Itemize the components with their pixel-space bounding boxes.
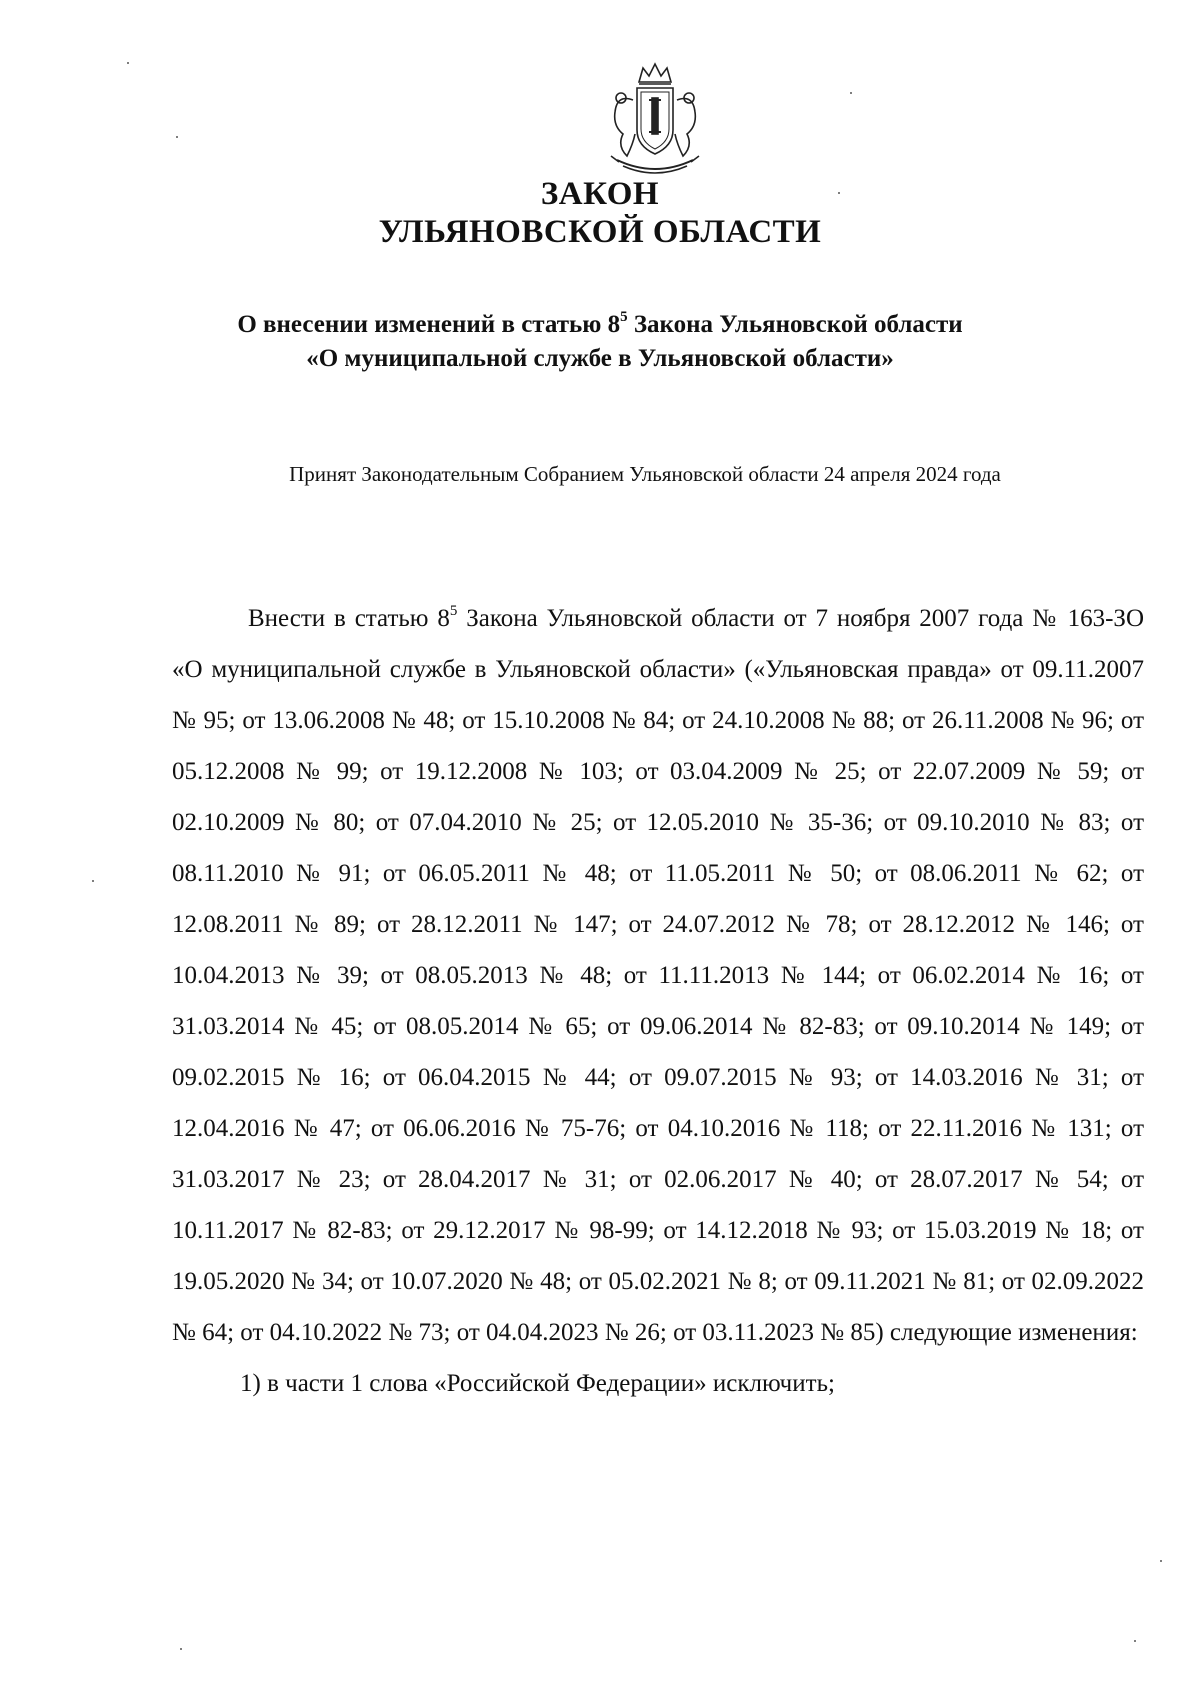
- law-subject-line2: «О муниципальной службе в Ульяновской области»: [306, 345, 894, 372]
- scan-speck: [838, 192, 840, 194]
- list-item: 1) в части 1 слова «Российской Федерации» исключить;: [240, 1370, 835, 1397]
- scan-speck: [180, 1648, 182, 1650]
- adoption-note: Принят Законодательным Собранием Ульяновской области 24 апреля 2024 года: [289, 462, 1001, 486]
- article-superscript: 5: [620, 309, 628, 325]
- article-superscript: 5: [449, 603, 458, 619]
- subject-text-cont: Закона Ульяновской области: [627, 311, 963, 338]
- scan-speck: [850, 92, 852, 94]
- scan-speck: [127, 62, 129, 64]
- law-subject-line1: [0, 309, 1200, 341]
- law-region: УЛЬЯНОВСКОЙ ОБЛАСТИ: [378, 214, 822, 250]
- body-paragraph: [172, 593, 1144, 1358]
- law-title: ЗАКОН: [540, 176, 660, 212]
- subject-text: О внесении изменений в статью 8: [237, 311, 621, 338]
- scan-speck: [1160, 1560, 1162, 1562]
- law-body: [172, 593, 1144, 1409]
- scan-speck: [1134, 1640, 1136, 1642]
- scan-speck: [92, 880, 94, 882]
- coat-of-arms-emblem-icon: [603, 60, 707, 180]
- scan-speck: [176, 136, 178, 138]
- paragraph-text: Внести в статью 8: [248, 605, 450, 632]
- paragraph-text-cont: Закона Ульяновской области от 7 ноября 2007 года № 163-ЗО «О муниципальной службе в Ульяновской области» («Ульяновская правда» от 09.11.2007 № 95; от 13.06.2008 № 48; от 15.10.2008 № 84; от 24.10.2008 № 88; от 26.11.2008 № 96; от 05.12.2008 № 99; от 19.12.2008 № 103; от 03.04.2009 № 25; от 22.07.2009 № 59; от 02.10.2009 № 80; от 07.04.2010 № 25; от 12.05.2010 № 35-36; от 09.10.2010 № 83; от 08.11.2010 № 91; от 06.05.2011 № 48; от 11.05.2011 № 50; от 08.06.2011 № 62; от 12.08.2011 № 89; от 28.12.2011 № 147; от 24.07.2012 № 78; от 28.12.2012 № 146; от 10.04.2013 № 39; от 08.05.2013 № 48; от 11.11.2013 № 144; от 06.02.2014 № 16; от 31.03.2014 № 45; от 08.05.2014 № 65; от 09.06.2014 № 82-83; от 09.10.2014 № 149; от 09.02.2015 № 16; от 06.04.2015 № 44; от 09.07.2015 № 93; от 14.03.2016 № 31; от 12.04.2016 № 47; от 06.06.2016 № 75-76; от 04.10.2016 № 118; от 22.11.2016 № 131; от 31.03.2017 № 23; от 28.04.2017 № 31; от 02.06.2017 № 40; от 28.07.2017 № 54; от 10.11.2017 № 82-83; от 29.12.2017 № 98-99; от 14.12.2018 № 93; от 15.03.2019 № 18; от 19.05.2020 № 34; от 10.07.2020 № 48; от 05.02.2021 № 8; от 09.11.2021 № 81; от 02.09.2022 № 64; от 04.10.2022 № 73; от 04.04.2023 № 26; от 03.11.2023 № 85) следующие изменения:: [172, 605, 1144, 1346]
